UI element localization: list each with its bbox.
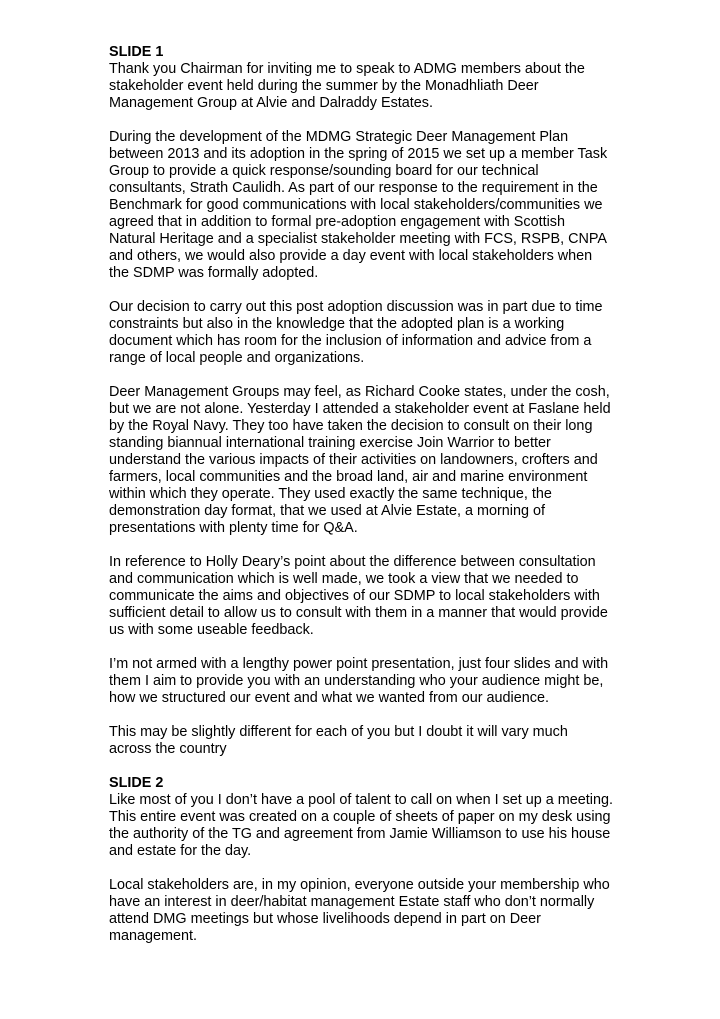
slide-1-paragraph-1: Thank you Chairman for inviting me to speak to ADMG members about the stakeholder event held during the summer by the Monadhliath Deer Management Group at Alvie and Dalraddy Estates. [109,61,585,111]
slide-1-paragraph-5: In reference to Holly Deary’s point about the difference between consultation and communication which is well made, we took a view that we needed to communicate the aims and objectives of our SDMP to local stakeholders with sufficient detail to allow us to consult with them in a manner that would provide us with some useable feedback. [109,554,608,638]
slide-2-heading: SLIDE 2 [109,775,164,791]
slide-1-paragraph-2: During the development of the MDMG Strategic Deer Management Plan between 2013 and its adoption in the spring of 2015 we set up a member Task Group to provide a quick response/sounding board for our technical consultants, Strath Caulidh. As part of our response to the requirement in the Benchmark for good communications with local stakeholders/communities we agreed that in addition to formal pre-adoption engagement with Scottish Natural Heritage and a specialist stakeholder meeting with FCS, RSPB, CNPA and others, we would also provide a day event with local stakeholders when the SDMP was formally adopted. [109,129,608,281]
slide-1-paragraph-7: This may be slightly different for each of you but I doubt it will vary much across the country [109,724,568,757]
document-page [109,44,614,945]
slide-2-paragraph-1: Like most of you I don’t have a pool of talent to call on when I set up a meeting. This entire event was created on a couple of sheets of paper on my desk using the authority of the TG and agreement from Jamie Williamson to use his house and estate for the day. [109,792,613,859]
slide-1-paragraph-3: Our decision to carry out this post adoption discussion was in part due to time constraints but also in the knowledge that the adopted plan is a working document which has room for the inclusion of information and advice from a range of local people and organizations. [109,299,603,366]
slide-1-paragraph-4: Deer Management Groups may feel, as Richard Cooke states, under the cosh, but we are not alone. Yesterday I attended a stakeholder event at Faslane held by the Royal Navy. They too have taken the decision to consult on their long standing biannual international training exercise Join Warrior to better understand the various impacts of their activities on landowners, crofters and farmers, local communities and the broad land, air and marine environment within which they operate. They used exactly the same technique, the demonstration day format, that we used at Alvie Estate, a morning of presentations with plenty time for Q&A. [109,384,611,536]
slide-2-paragraph-2: Local stakeholders are, in my opinion, everyone outside your membership who have an interest in deer/habitat management Estate staff who don’t normally attend DMG meetings but whose livelihoods depend in part on Deer management. [109,877,610,944]
slide-1-paragraph-6: I’m not armed with a lengthy power point presentation, just four slides and with them I aim to provide you with an understanding who your audience might be, how we structured our event and what we wanted from our audience. [109,656,609,706]
slide-1-heading: SLIDE 1 [109,44,164,60]
